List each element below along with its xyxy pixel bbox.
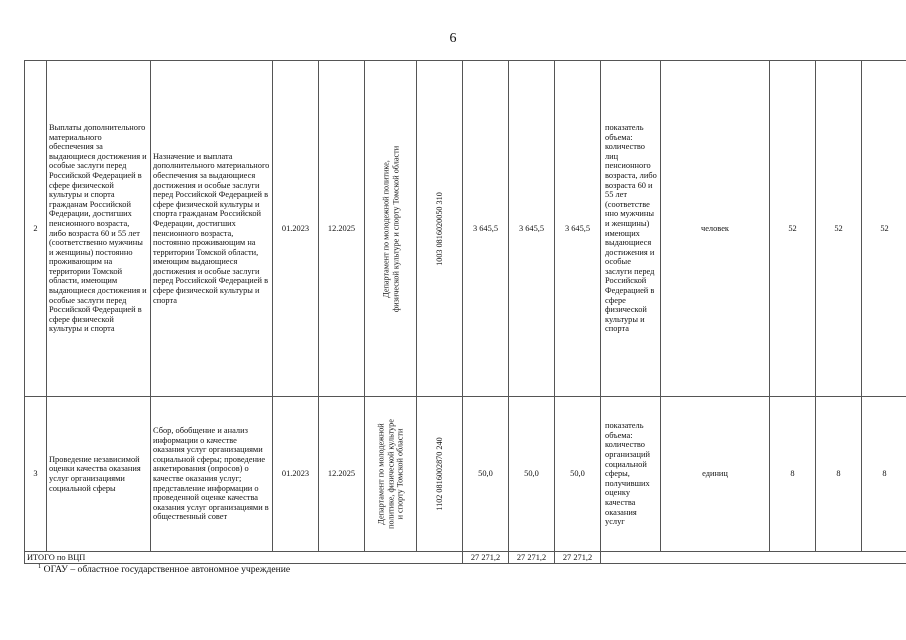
row-number: 2 [25, 61, 47, 397]
total-row [25, 552, 906, 564]
measure-name: Проведение независимой оценки качества оказания услуг организациями социальной сферы [47, 397, 151, 552]
indicator-value: 52 [862, 61, 906, 397]
measure-name: Выплаты дополнительного материального обеспечения за выдающиеся достижения и особые заслуги перед Российской Федерацией в сфере физической культуры и спорта гражданам Российской Федерации, достигших пенсионного возраста, либо возраста 60 и 55 лет (соответственно мужчины и женщины) постоянно проживающим на территории Томской области, имеющим выдающиеся достижения и особые заслуги перед Российской Федерацией в сфере физической культуры и спорта [47, 61, 151, 397]
measure-description: Сбор, обобщение и анализ информации о качестве оказания услуг организациями социальной сферы; проведение анкетирования (опросов) о качестве оказания услуг; представление информации о проведенной оценке качества оказания услуг организациями в общественный совет [151, 397, 273, 552]
table-row [25, 397, 906, 552]
executor-line: Департамент по молодежной [376, 423, 386, 525]
executor-line: Департамент по молодежной политике, [380, 159, 390, 298]
indicator-value: 8 [862, 397, 906, 552]
indicator-value: 52 [816, 61, 862, 397]
row-number: 3 [25, 397, 47, 552]
end-date: 12.2025 [319, 397, 365, 552]
program-table [24, 60, 906, 564]
amount-year: 3 645,5 [509, 61, 555, 397]
executor-line: политике, физической культуре [385, 419, 395, 529]
start-date: 01.2023 [273, 397, 319, 552]
executor [365, 397, 417, 552]
unit: человек [661, 61, 770, 397]
amount-total: 3 645,5 [463, 61, 509, 397]
budget-code-text: 1003 0816020050 310 [434, 191, 444, 266]
amount-year: 50,0 [509, 397, 555, 552]
end-date: 12.2025 [319, 61, 365, 397]
start-date: 01.2023 [273, 61, 319, 397]
total-amount: 27 271,2 [509, 552, 555, 564]
amount-year: 3 645,5 [555, 61, 601, 397]
footnote [38, 563, 290, 575]
table-row [25, 61, 906, 397]
page-number: 6 [449, 31, 457, 46]
total-empty [601, 552, 906, 564]
indicator-text: показатель объема: количество организаций социальной сферы, получивших оценку качества оказания услуг [601, 397, 661, 552]
amount-year: 50,0 [555, 397, 601, 552]
budget-code-text: 1102 0816002870 240 [434, 437, 444, 511]
executor-line: физической культуре и спорту Томской области [390, 145, 400, 312]
indicator-text: показатель объема: количество лиц пенсионного возраста, либо возраста 60 и 55 лет (соответстве нно мужчины и женщины) имеющих выдающиеся достижения и особые заслуги перед Российской Федерацией в сфере физической культуры и спорта [601, 61, 661, 397]
indicator-value: 52 [770, 61, 816, 397]
executor [365, 61, 417, 397]
indicator-value: 8 [770, 397, 816, 552]
budget-code [417, 397, 463, 552]
total-amount: 27 271,2 [463, 552, 509, 564]
budget-code [417, 61, 463, 397]
total-label: ИТОГО по ВЦП [25, 552, 463, 564]
measure-description: Назначение и выплата дополнительного материального обеспечения за выдающиеся достижения и особые заслуги перед Российской Федерацией в сфере физической культуры и спорта гражданам Российской Федерации, достигших пенсионного возраста, постоянно проживающим на территории Томской области, имеющим выдающиеся достижения и особые заслуги перед Российской Федерацией в сфере физической культуры и спорта [151, 61, 273, 397]
unit: единиц [661, 397, 770, 552]
amount-total: 50,0 [463, 397, 509, 552]
footnote-marker: 1 [38, 563, 42, 570]
indicator-value: 8 [816, 397, 862, 552]
footnote-text: ОГАУ – областное государственное автономное учреждение [41, 564, 291, 576]
executor-line: и спорту Томской области [395, 428, 405, 520]
total-amount: 27 271,2 [555, 552, 601, 564]
